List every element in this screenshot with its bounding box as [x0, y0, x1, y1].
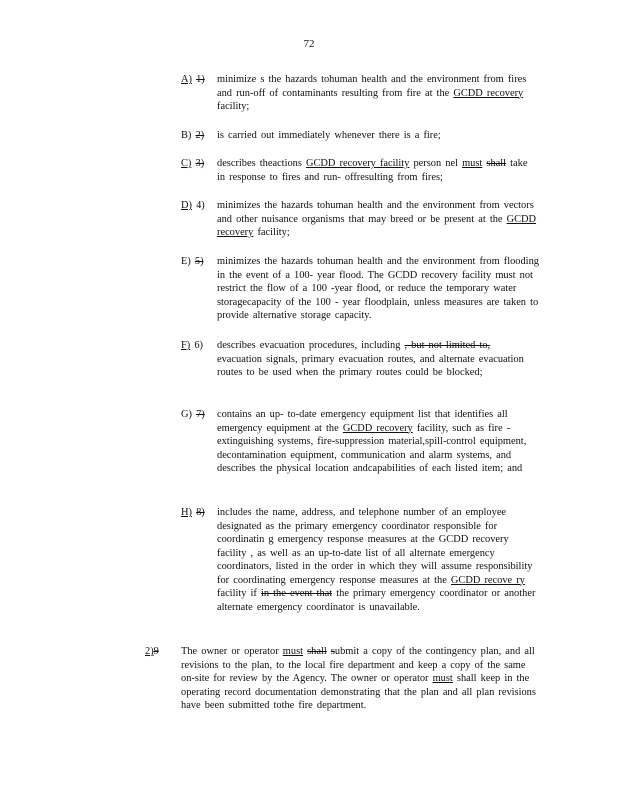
inserted-text: must [462, 158, 483, 169]
item-label: E) 5) [181, 256, 204, 267]
deleted-text: shall [307, 646, 327, 657]
deleted-text: s [330, 646, 335, 657]
item-text [217, 199, 539, 240]
text-run: minimize s the hazards tohuman health and the environment from fires and run-off of contaminants resulting from fire at the [217, 74, 527, 99]
paragraph-label: 2)9 [145, 646, 159, 657]
item-text [217, 129, 539, 143]
text-run: the primary emergency coordinator or another alternate emergency coordinator is unavailable. [217, 588, 536, 613]
item-label: G) 7) [181, 409, 205, 420]
text-run: contains an up- to-date emergency equipment list that identifies all emergency equipment at the [217, 409, 508, 434]
item-text [181, 506, 539, 614]
text-run: is carried out immediately whenever there is a fire; [217, 130, 441, 141]
inserted-text: GCDD recovery [217, 213, 537, 238]
item-label: C) 3) [181, 158, 205, 169]
text-run: The owner or operator [181, 646, 283, 657]
inserted-text: GCDD recovery facility [305, 158, 410, 169]
item-label: D) 4) [181, 200, 205, 211]
text-run: facility, such as fire - extinguishing systems, fire-suppression material,spill-control equipment, decontamination equipment, communication and alarm systems, and describes the physical location andcapabilities of each listed item; and [217, 422, 527, 474]
paragraph-text [181, 645, 539, 713]
text-run: ubmit a copy of the contingency plan, and all revisions to the plan, to the local fire department and keep a copy of the same on-site for review by the Agency. The owner or operator [181, 646, 535, 684]
item-text [181, 255, 539, 323]
text-run: describes evacuation procedures, including [217, 340, 405, 351]
item-text [217, 339, 539, 380]
inserted-text: must [282, 646, 304, 657]
text-run: minimizes the hazards tohuman health and the environment from flooding in the event of a 100- year flood. The GCDD recovery facility must not restrict the flow of a 100 -year flood, or reduce the temporary water storagecapacity of the 100 - year floodplain, unless measures are taken to provide alternative storage capacity. [217, 256, 539, 321]
inserted-text: must [432, 673, 453, 684]
text-run: shall keep in the operating record documentation demonstrating that the plan and all plan revisions have been submitted tothe fire department. [181, 673, 536, 711]
text-run: evacuation signals, primary evacuation routes, and alternate evacuation routes to be used when the primary routes could be blocked; [217, 353, 524, 378]
item-label: H) 8) [181, 507, 205, 518]
text-run: take in response to fires and run- offresulting from fires; [217, 158, 528, 183]
page-number: 72 [303, 38, 315, 50]
text-run: describes theactions [217, 158, 306, 169]
item-label: A) 1) [181, 74, 205, 85]
inserted-text: GCDD recovery [342, 422, 413, 434]
item-text [217, 73, 539, 114]
text-run: facility; [253, 227, 290, 238]
item-text [181, 408, 539, 476]
item-text [217, 157, 539, 184]
deleted-text: shall [486, 158, 507, 169]
deleted-text: in the event that [260, 588, 333, 599]
inserted-text: GCDD recove ry [450, 574, 525, 586]
deleted-text: , but not limited to, [404, 340, 491, 351]
text-run: includes the name, address, and telephone number of an employee designated as the primary emergency coordinator responsible for coordinatin g emergency response measures at the GCDD recovery facility , as well as an up-to-date list of all alternate emergency coordinators, listed in the order in which they will assume responsibility for coordinating emergency response measures at the [217, 507, 533, 586]
item-label: F) 6) [181, 340, 204, 351]
text-run: facility; [217, 101, 250, 112]
inserted-text: GCDD recovery [453, 87, 524, 99]
item-label: B) 2) [181, 130, 205, 141]
text-run: facility if [217, 588, 261, 599]
text-run: minimizes the hazards tohuman health and the environment from vectors and other nuisance organisms that may breed or be present at the [217, 200, 534, 225]
text-run: person nel [409, 158, 463, 169]
